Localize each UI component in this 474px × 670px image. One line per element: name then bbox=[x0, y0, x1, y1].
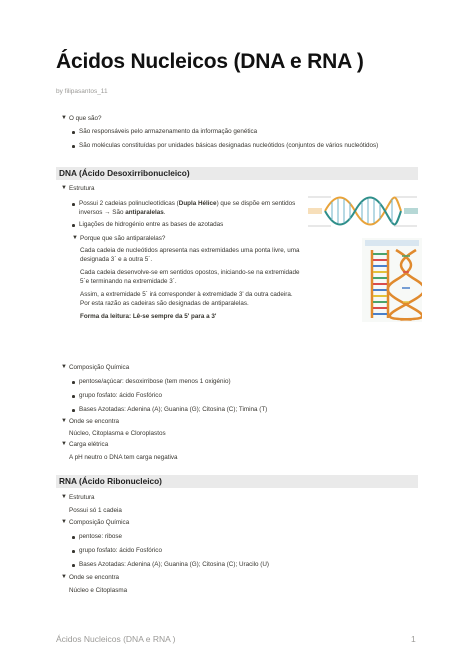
paragraph-line: 5´e terminando na extremidade 3´. bbox=[80, 278, 177, 285]
page-number: 1 bbox=[411, 634, 416, 644]
toggle-antiparalelas[interactable]: Porque que são antiparalelas? bbox=[80, 235, 166, 242]
list-item: São moléculas constituídas por unidades básicas designadas nucleótidos (conjuntos de vários nucleótidos) bbox=[79, 142, 379, 149]
bullet-icon bbox=[72, 395, 75, 398]
paragraph-line: Por esta razão as cadeiras são designadas de antiparalelas. bbox=[80, 300, 249, 307]
bullet-icon bbox=[72, 145, 75, 148]
toggle-triangle-icon[interactable]: ▼ bbox=[61, 519, 67, 525]
rna-heading bbox=[56, 475, 418, 488]
list-item: Ligações de hidrogénio entre as bases de azotadas bbox=[79, 221, 224, 228]
toggle-composicao-rna[interactable]: Composição Química bbox=[69, 519, 130, 526]
bold-text: Dupla Hélice bbox=[178, 200, 217, 207]
bullet-icon bbox=[72, 550, 75, 553]
toggle-estrutura-rna[interactable]: Estrutura bbox=[69, 494, 95, 501]
text-span: . bbox=[163, 209, 166, 216]
toggle-triangle-icon[interactable]: ▼ bbox=[61, 574, 67, 580]
list-item: São responsáveis pelo armazenamento da informação genética bbox=[79, 128, 258, 135]
toggle-triangle-icon[interactable]: ▼ bbox=[61, 115, 67, 121]
toggle-composicao[interactable]: Composição Química bbox=[69, 364, 130, 371]
bullet-icon bbox=[72, 536, 75, 539]
footer-title: Ácidos Nucleicos (DNA e RNA ) bbox=[56, 634, 176, 644]
dna-ladder-helix-figure bbox=[362, 238, 422, 322]
list-item: Bases Azotadas: Adenina (A); Guanina (G); Citosina (C); Uracilo (U) bbox=[79, 561, 270, 568]
bullet-icon bbox=[72, 564, 75, 567]
paragraph-line: Cada cadeia desenvolve-se em sentidos opostos, iniciando-se na extremidade bbox=[80, 269, 300, 276]
text-span: ) que se dispõe em sentidos bbox=[216, 200, 296, 207]
toggle-o-que-sao[interactable]: O que são? bbox=[69, 115, 102, 122]
reading-direction-note: Forma da leitura: Lê-se sempre da 5' para a 3' bbox=[80, 313, 217, 320]
list-item: grupo fosfato: ácido Fosfórico bbox=[79, 547, 162, 554]
list-item: Bases Azotadas: Adenina (A); Guanina (G); Citosina (C); Timina (T) bbox=[79, 406, 268, 413]
paragraph-line: Cada cadeia de nucleótidos apresenta nas extremidades uma ponta livre, uma bbox=[80, 247, 300, 254]
bullet-icon bbox=[72, 224, 75, 227]
toggle-onde-se-encontra[interactable]: Onde se encontra bbox=[69, 418, 120, 425]
dna-heading-text: DNA (Ácido Desoxirribonucleico) bbox=[59, 168, 190, 178]
paragraph-line: Assim, a extremidade 5´ irá corresponder à extremidade 3' da outra cadeira. bbox=[80, 291, 293, 298]
paragraph-line: Núcleo e Citoplasma bbox=[69, 587, 128, 594]
bullet-icon bbox=[72, 203, 75, 206]
list-item: grupo fosfato: ácido Fosfórico bbox=[79, 392, 162, 399]
page-title: Ácidos Nucleicos (DNA e RNA ) bbox=[56, 50, 364, 73]
paragraph-line: A pH neutro o DNA tem carga negativa bbox=[69, 454, 178, 461]
byline: by filipasantos_11 bbox=[56, 88, 108, 95]
list-item: pentose: ribose bbox=[79, 533, 123, 540]
bullet-icon bbox=[72, 131, 75, 134]
toggle-estrutura[interactable]: Estrutura bbox=[69, 185, 95, 192]
toggle-carga-eletrica[interactable]: Carga elétrica bbox=[69, 441, 109, 448]
text-span: inversos → São bbox=[79, 209, 126, 216]
bold-text: antiparalelas bbox=[125, 209, 164, 216]
rna-heading-text: RNA (Ácido Ribonucleico) bbox=[59, 476, 162, 486]
dna-heading bbox=[56, 167, 418, 180]
toggle-triangle-icon[interactable]: ▼ bbox=[61, 418, 67, 424]
toggle-triangle-icon[interactable]: ▼ bbox=[61, 185, 67, 191]
bullet-icon bbox=[72, 409, 75, 412]
list-item: pentose/açúcar: desoxirribose (tem menos 1 oxigénio) bbox=[79, 378, 231, 385]
text-span: Possui 2 cadeias polinucleotídicas ( bbox=[79, 200, 179, 207]
toggle-triangle-icon[interactable]: ▼ bbox=[72, 235, 78, 241]
toggle-onde-se-encontra-rna[interactable]: Onde se encontra bbox=[69, 574, 120, 581]
paragraph-line: Possui só 1 cadeia bbox=[69, 507, 122, 514]
toggle-triangle-icon[interactable]: ▼ bbox=[61, 441, 67, 447]
toggle-triangle-icon[interactable]: ▼ bbox=[61, 494, 67, 500]
paragraph-line: Núcleo, Citoplasma e Cloroplastos bbox=[69, 430, 166, 437]
list-item bbox=[79, 199, 295, 208]
bullet-icon bbox=[72, 381, 75, 384]
list-item-continuation bbox=[79, 208, 165, 217]
toggle-triangle-icon[interactable]: ▼ bbox=[61, 364, 67, 370]
dna-double-helix-figure bbox=[305, 188, 420, 234]
paragraph-line: designada 3´ e a outra 5´. bbox=[80, 256, 153, 263]
